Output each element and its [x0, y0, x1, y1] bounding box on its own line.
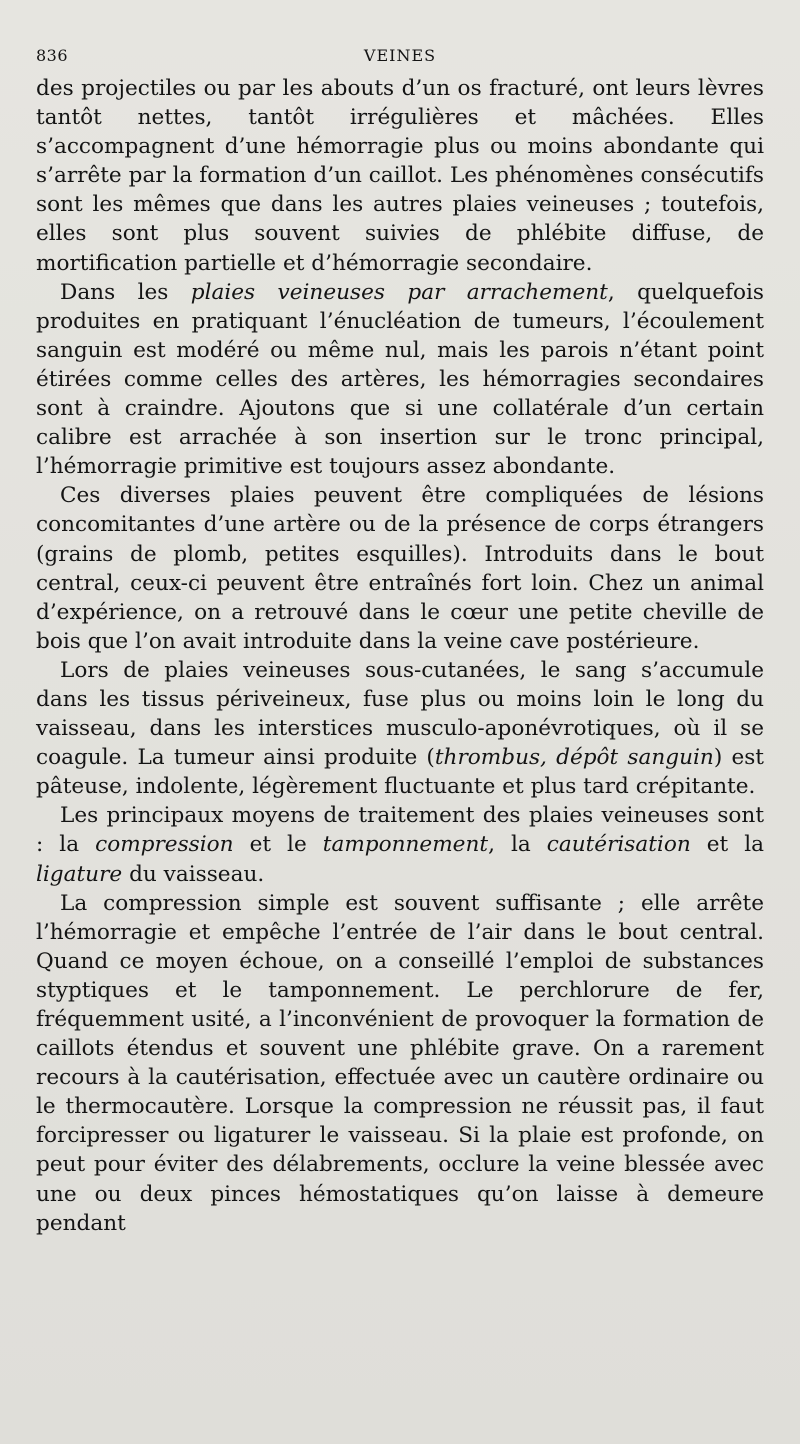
italic-text-segment: tamponnement: [322, 832, 489, 858]
paragraph: [36, 656, 764, 801]
italic-text-segment: thrombus, dépôt sanguin: [434, 745, 714, 771]
paragraph: [36, 801, 764, 888]
text-segment: Dans les: [60, 279, 191, 305]
body-text: [36, 74, 764, 1238]
text-segment: Lors de plaies veineuses sous-cutanées, le sang s’accumule dans les tissus périveineux, fuse plus ou moins loin le long du vaisseau, dans les interstices musculo-aponévrotiques, où il se coagule. La tumeur ainsi produite (: [36, 657, 764, 771]
italic-text-segment: ligature: [36, 861, 123, 887]
paragraph: [36, 481, 764, 656]
text-segment: Ces diverses plaies peuvent être compliquées de lésions concomitantes d’une artère ou de la présence de corps étrangers (grains de plomb, petites esquilles). Introduits dans le bout central, ceux-ci peuvent être entraînés fort loin. Chez un animal d’expérience, on a retrouvé dans le cœur une petite cheville de bois que l’on avait introduite dans la veine cave postérieure.: [36, 483, 764, 654]
paragraph: [36, 278, 764, 482]
italic-text-segment: compression: [95, 832, 234, 858]
page-header: [36, 40, 764, 74]
text-segment: et la: [690, 832, 765, 858]
text-segment: La compression simple est souvent suffisante ; elle arrête l’hémorragie et empêche l’entrée de l’air dans le bout central. Quand ce moyen échoue, on a conseillé l’emploi de substances styptiques et le tamponnement. Le perchlorure de fer, fréquemment usité, a l’inconvénient de provoquer la formation de caillots étendus et souvent une phlébite grave. On a rarement recours à la cautérisation, effectuée avec un cautère ordinaire ou le thermocautère. Lorsque la compression ne réussit pas, il faut forcipresser ou ligaturer le vaisseau. Si la plaie est profonde, on peut pour éviter des délabrements, occlure la veine blessée avec une ou deux pinces hémostatiques qu’on laisse à demeure pendant: [36, 890, 764, 1236]
paragraph: [36, 889, 764, 1238]
text-segment: , quelquefois produites en pratiquant l’énucléation de tumeurs, l’écoulement sanguin est modéré ou même nul, mais les parois n’étant point étirées comme celles des artères, les hémorragies secondaires sont à craindre. Ajoutons que si une collatérale d’un certain calibre est arrachée à son insertion sur le tronc principal, l’hémorragie primitive est toujours assez abondante.: [36, 279, 765, 480]
italic-text-segment: cautérisation: [546, 832, 691, 858]
running-head: VEINES: [363, 46, 437, 65]
text-segment: ) est pâteuse, indolente, légèrement fluctuante et plus tard crépitante.: [36, 745, 764, 800]
italic-text-segment: plaies veineuses par arrachement: [190, 279, 608, 305]
paragraph: [36, 74, 764, 278]
text-segment: des projectiles ou par les abouts d’un os fracturé, ont leurs lèvres tantôt nettes, tantôt irrégulières et mâchées. Elles s’accompagnent d’une hémorragie plus ou moins abondante qui s’arrête par la formation d’un caillot. Les phénomènes consécutifs sont les mêmes que dans les autres plaies veineuses ; toutefois, elles sont plus souvent suivies de phlébite diffuse, de mortification partielle et d’hémorragie secondaire.: [36, 76, 764, 276]
text-segment: Les principaux moyens de traitement des plaies veineuses sont : la: [36, 803, 764, 858]
text-segment: et le: [233, 832, 323, 858]
text-segment: du vaisseau.: [122, 861, 265, 887]
page-number: 836: [36, 46, 69, 65]
text-segment: , la: [488, 832, 547, 858]
